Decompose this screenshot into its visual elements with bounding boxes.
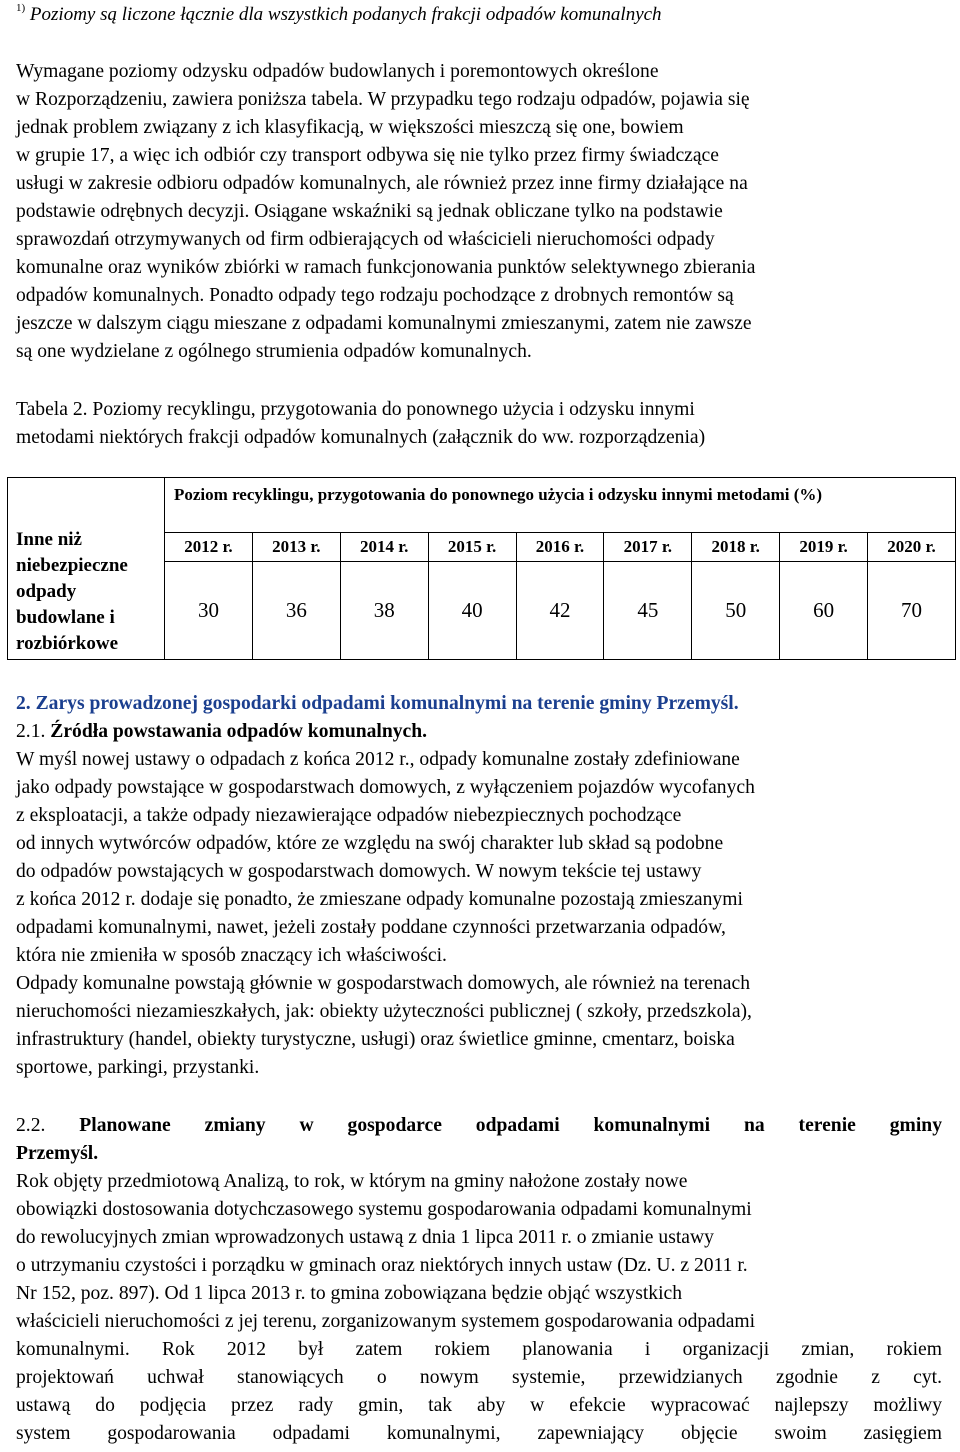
value-cell: 40 bbox=[428, 562, 516, 660]
text-line: komunalnymi. Rok 2012 był zatem rokiem planowania i organizacji zmian, rokiem bbox=[16, 1339, 942, 1360]
text-line: projektowań uchwał stanowiących o nowym systemie, przewidzianych zgodnie z cyt. bbox=[16, 1367, 942, 1388]
text-line: od innych wytwórców odpadów, które ze względu na swój charakter lub skład są podobne bbox=[16, 833, 724, 854]
text-line: z eksploatacji, a także odpady niezawierające odpadów niebezpiecznych pochodzące bbox=[16, 805, 682, 826]
year-cell: 2013 r. bbox=[252, 533, 340, 562]
section-heading-2-2-cont: Przemyśl. bbox=[16, 1143, 99, 1164]
section-heading-2-1 bbox=[16, 718, 427, 746]
text-line: metodami niektórych frakcji odpadów komunalnych (załącznik do ww. rozporządzenia) bbox=[16, 427, 706, 448]
text-line: odpadami komunalnymi, nawet, jeżeli zostały poddane czynności przetwarzania odpadów, bbox=[16, 917, 726, 938]
text-line: W myśl nowej ustawy o odpadach z końca 2012 r., odpady komunalne zostały zdefiniowane bbox=[16, 749, 740, 770]
year-cell: 2017 r. bbox=[604, 533, 692, 562]
text-line: która nie zmieniła w sposób znaczący ich właściwości. bbox=[16, 945, 447, 966]
text-line: usługi w zakresie odbioru odpadów komunalnych, ale również przez inne firmy działające na bbox=[16, 173, 748, 194]
text-line: ustawą do podjęcia przez rady gmin, tak aby w efekcie wypracować najlepszy możliwy bbox=[16, 1395, 942, 1416]
text-line: Tabela 2. Poziomy recyklingu, przygotowania do ponownego użycia i odzysku innymi bbox=[16, 399, 695, 420]
section-heading-2: 2. Zarys prowadzonej gospodarki odpadami komunalnymi na terenie gminy Przemyśl. bbox=[16, 693, 739, 714]
table-column-header: Poziom recyklingu, przygotowania do ponownego użycia i odzysku innymi metodami (%) bbox=[165, 478, 956, 533]
text-line: jeszcze w dalszym ciągu mieszane z odpadami komunalnymi zmieszanymi, zatem nie zawsze bbox=[16, 313, 752, 334]
heading-text: Planowane zmiany w gospodarce odpadami komunalnymi na terenie gminy bbox=[79, 1115, 942, 1136]
text-line: do rewolucyjnych zmian wprowadzonych ustawą z dnia 1 lipca 2011 r. o zmianie ustawy bbox=[16, 1227, 714, 1248]
text-line: z końca 2012 r. dodaje się ponadto, że zmieszane odpady komunalne pozostają zmieszanymi bbox=[16, 889, 743, 910]
text-line: komunalne oraz wyników zbiórki w ramach funkcjonowania punktów selektywnego zbierania bbox=[16, 257, 756, 278]
recycling-levels-table bbox=[7, 477, 956, 660]
text-line: w Rozporządzeniu, zawiera poniższa tabela. W przypadku tego rodzaju odpadów, pojawia się bbox=[16, 89, 750, 110]
text-line: nieruchomości niezamieszkałych, jak: obiekty użyteczności publicznej ( szkoły, przedszkola), bbox=[16, 1001, 752, 1022]
text-line: jednak problem związany z ich klasyfikacją, w większości mieszczą się one, bowiem bbox=[16, 117, 684, 138]
year-cell: 2014 r. bbox=[340, 533, 428, 562]
year-cell: 2020 r. bbox=[868, 533, 956, 562]
text-line: w grupie 17, a więc ich odbiór czy transport odbywa się nie tylko przez firmy świadczące bbox=[16, 145, 719, 166]
value-cell: 36 bbox=[252, 562, 340, 660]
text-line: jako odpady powstające w gospodarstwach domowych, z wyłączeniem pojazdów wycofanych bbox=[16, 777, 755, 798]
text-line: do odpadów powstających w gospodarstwach domowych. W nowym tekście tej ustawy bbox=[16, 861, 702, 882]
table-row-header: Inne niż niebezpieczne odpady budowlane i rozbiórkowe bbox=[8, 478, 165, 660]
value-cell: 60 bbox=[780, 562, 868, 660]
value-cell: 38 bbox=[340, 562, 428, 660]
year-cell: 2018 r. bbox=[692, 533, 780, 562]
footnote-text: Poziomy są liczone łącznie dla wszystkich podanych frakcji odpadów komunalnych bbox=[29, 4, 662, 25]
year-cell: 2016 r. bbox=[516, 533, 604, 562]
text-line: Odpady komunalne powstają głównie w gospodarstwach domowych, ale również na terenach bbox=[16, 973, 751, 994]
text-line: system gospodarowania odpadami komunalnymi, zapewniający objęcie swoim zasięgiem bbox=[16, 1423, 942, 1444]
text-line: Wymagane poziomy odzysku odpadów budowlanych i poremontowych określone bbox=[16, 61, 659, 82]
year-cell: 2015 r. bbox=[428, 533, 516, 562]
text-line: infrastruktury (handel, obiekty turystyczne, usługi) oraz świetlice gminne, cmentarz, boiska bbox=[16, 1029, 735, 1050]
text-line: podstawie odrębnych decyzji. Osiągane wskaźniki są jednak obliczane tylko na podstawie bbox=[16, 201, 723, 222]
heading-number: 2.1. bbox=[16, 721, 51, 742]
value-cell: 30 bbox=[165, 562, 253, 660]
text-line: obowiązki dostosowania dotychczasowego systemu gospodarowania odpadami komunalnymi bbox=[16, 1199, 752, 1220]
text-line: odpadów komunalnych. Ponadto odpady tego rodzaju pochodzące z drobnych remontów są bbox=[16, 285, 734, 306]
section-heading-2-2 bbox=[16, 1112, 942, 1140]
text-line: sprawozdań otrzymywanych od firm odbierających od właścicieli nieruchomości odpady bbox=[16, 229, 715, 250]
text-line: Nr 152, poz. 897). Od 1 lipca 2013 r. to gmina zobowiązana będzie objąć wszystkich bbox=[16, 1283, 683, 1304]
heading-text: Źródła powstawania odpadów komunalnych. bbox=[50, 721, 428, 742]
text-line: sportowe, parkingi, przystanki. bbox=[16, 1057, 260, 1078]
value-cell: 50 bbox=[692, 562, 780, 660]
value-cell: 45 bbox=[604, 562, 692, 660]
footnote-marker: 1) bbox=[16, 2, 26, 14]
heading-number: 2.2. bbox=[16, 1115, 80, 1136]
text-line: Rok objęty przedmiotową Analizą, to rok, w którym na gminy nałożone zostały nowe bbox=[16, 1171, 688, 1192]
year-cell: 2012 r. bbox=[165, 533, 253, 562]
value-cell: 42 bbox=[516, 562, 604, 660]
text-line: są one wydzielane z ogólnego strumienia odpadów komunalnych. bbox=[16, 341, 532, 362]
value-cell: 70 bbox=[868, 562, 956, 660]
text-line: właścicieli nieruchomości z jej terenu, zorganizowanym systemem gospodarowania odpadami bbox=[16, 1311, 756, 1332]
year-cell: 2019 r. bbox=[780, 533, 868, 562]
footnote bbox=[16, 2, 662, 26]
text-line: o utrzymaniu czystości i porządku w gminach oraz niektórych innych ustaw (Dz. U. z 2011 r. bbox=[16, 1255, 748, 1276]
